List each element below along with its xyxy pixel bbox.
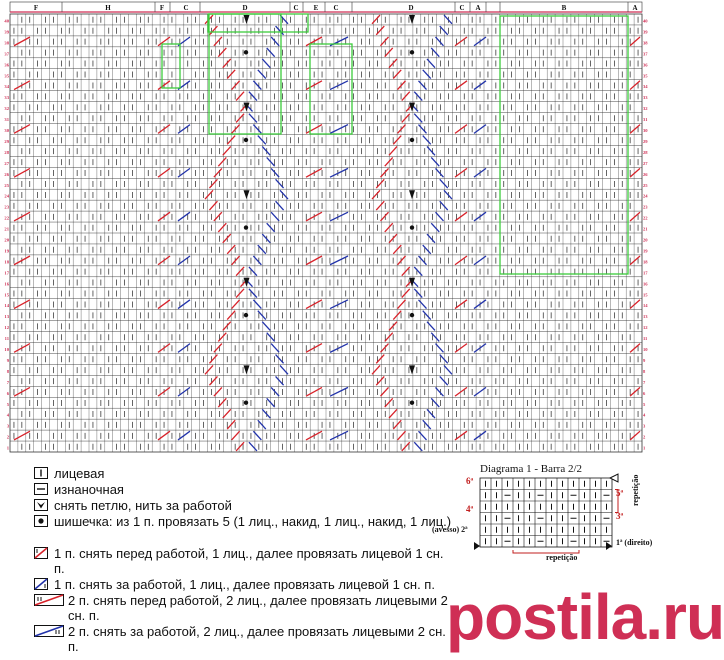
bobble: [410, 313, 414, 317]
row-number: 1: [643, 445, 646, 451]
row-number: 31: [4, 117, 9, 123]
section-label: E: [313, 4, 319, 12]
row-number: 14: [643, 303, 648, 309]
row-number: 10: [643, 347, 648, 353]
row-number: 8: [6, 368, 9, 374]
row-number: 6: [643, 390, 646, 396]
legend-item-cable: [34, 546, 454, 576]
legend-text: 2 п. снять за работой, 2 лиц., далее провязать лицевыми 2 сн. п.: [68, 624, 446, 654]
row-number: 11: [643, 336, 648, 342]
legend-text: 1 п. снять перед работой, 1 лиц., далее провязать лицевой 1 сн. п.: [54, 546, 444, 576]
row-number: 12: [643, 325, 648, 331]
row-number: 38: [4, 40, 9, 46]
row-number: 23: [643, 204, 648, 210]
row-number: 29: [643, 138, 648, 144]
watermark: postila.ru: [446, 581, 724, 653]
row-number: 36: [4, 62, 9, 68]
row-number: 18: [643, 259, 648, 265]
row-number: 20: [4, 237, 9, 243]
mini-diagram: [432, 472, 653, 562]
section-label: C: [293, 4, 299, 12]
row-number: 34: [643, 84, 648, 90]
section-label: B: [561, 4, 567, 12]
row-number: 2: [643, 434, 646, 440]
row-number: 5: [6, 401, 9, 407]
row-label: (avesso) 2ª: [432, 525, 468, 534]
row-number: 18: [4, 259, 9, 265]
cable-2-back-icon: [34, 625, 64, 637]
bobble: [410, 401, 414, 405]
section-label: H: [105, 4, 111, 12]
row-number: 15: [643, 292, 648, 298]
row-label: 1ª (direito): [616, 538, 653, 547]
row-number: 22: [643, 215, 648, 221]
row-number: 11: [4, 336, 9, 342]
legend-item-bobble: [34, 514, 454, 529]
cable-1-back-icon: [34, 578, 48, 590]
row-number: 9: [643, 357, 646, 363]
slip-stitch-icon: [34, 499, 48, 511]
legend-item-slip: [34, 498, 454, 513]
row-number: 12: [4, 325, 9, 331]
row-number: 40: [4, 18, 9, 24]
bobble: [244, 138, 248, 142]
row-number: 10: [4, 347, 9, 353]
row-label: 5ª: [616, 488, 624, 498]
section-label: C: [333, 4, 339, 12]
bobble: [410, 138, 414, 142]
legend-text: снять петлю, нить за работой: [54, 498, 232, 513]
row-number: 17: [643, 270, 648, 276]
cable-2-front-icon: [34, 594, 64, 606]
row-label: 4ª: [466, 504, 474, 514]
mini-diagram-grid: [480, 478, 618, 553]
bobble: [244, 225, 248, 229]
legend-item-cable: [34, 577, 454, 592]
row-number: 25: [643, 182, 648, 188]
row-number: 22: [4, 215, 9, 221]
row-number: 14: [4, 303, 9, 309]
legend-text: лицевая: [54, 466, 105, 481]
section-label: C: [459, 4, 465, 12]
row-label: 6ª: [466, 476, 474, 486]
legend-item-knit: [34, 466, 454, 481]
legend-text: 2 п. снять перед работой, 2 лиц., далее провязать лицевыми 2 сн. п.: [68, 593, 448, 623]
row-number: 30: [643, 128, 648, 134]
row-number: 3: [6, 423, 9, 429]
legend-text: изнаночная: [54, 482, 124, 497]
row-number: 32: [4, 106, 9, 112]
column-section-header: [10, 2, 642, 12]
row-number: 19: [4, 248, 9, 254]
row-number: 24: [643, 193, 648, 199]
row-number: 27: [643, 160, 648, 166]
row-number: 2: [6, 434, 9, 440]
knit-stitch-icon: [34, 467, 48, 479]
legend: [34, 466, 454, 655]
legend-text: шишечка: из 1 п. провязать 5 (1 лиц., накид, 1 лиц., накид, 1 лиц.): [54, 514, 452, 529]
row-number: 26: [643, 171, 648, 177]
row-number: 28: [4, 149, 9, 155]
bobble: [410, 225, 414, 229]
bobble: [244, 313, 248, 317]
row-number: 30: [4, 128, 9, 134]
section-label: D: [408, 4, 414, 12]
legend-item-cable: [34, 624, 454, 654]
repeat-side-label: repetição: [631, 474, 640, 506]
row-number: 27: [4, 160, 9, 166]
row-number: 39: [643, 29, 648, 35]
row-number: 7: [643, 379, 646, 385]
mini-diagram-title: Diagrama 1 - Barra 2/2: [480, 463, 583, 475]
row-number: 3: [643, 423, 646, 429]
row-number: 28: [643, 149, 648, 155]
bobble: [244, 50, 248, 54]
row-number: 17: [4, 270, 9, 276]
row-number: 7: [6, 379, 9, 385]
row-number: 35: [4, 73, 9, 79]
bobble: [410, 50, 414, 54]
row-number: 31: [643, 117, 648, 123]
row-number: 19: [643, 248, 648, 254]
row-number: 37: [4, 51, 9, 57]
row-number: 4: [6, 412, 9, 418]
row-number: 13: [643, 314, 648, 320]
section-label: D: [242, 4, 248, 12]
repeat-bottom-label: repetição: [546, 553, 578, 562]
row-number: 39: [4, 29, 9, 35]
row-number: 16: [643, 281, 648, 287]
row-number: 13: [4, 314, 9, 320]
row-number: 40: [643, 18, 648, 24]
row-number: 16: [4, 281, 9, 287]
row-number: 34: [4, 84, 9, 90]
row-number: 33: [4, 95, 9, 101]
row-number: 5: [643, 401, 646, 407]
legend-item-cable: [34, 593, 454, 623]
row-number: 26: [4, 171, 9, 177]
arrow-left-icon: [474, 542, 480, 550]
row-number: 37: [643, 51, 648, 57]
row-number: 1: [6, 445, 9, 451]
section-label: A: [632, 4, 638, 12]
cable-1-front-icon: [34, 547, 48, 559]
section-label: C: [183, 4, 189, 12]
purl-stitch-icon: [34, 483, 48, 495]
row-number: 15: [4, 292, 9, 298]
bobble: [244, 401, 248, 405]
row-number: 32: [643, 106, 648, 112]
row-number: 20: [643, 237, 648, 243]
row-number: 24: [4, 193, 9, 199]
row-number: 4: [643, 412, 646, 418]
section-label: F: [159, 4, 165, 12]
row-number: 35: [643, 73, 648, 79]
row-number: 29: [4, 138, 9, 144]
row-number: 36: [643, 62, 648, 68]
row-number: 33: [643, 95, 648, 101]
section-label: A: [475, 4, 481, 12]
row-number: 23: [4, 204, 9, 210]
section-label: F: [33, 4, 39, 12]
row-number: 38: [643, 40, 648, 46]
row-number: 8: [643, 368, 646, 374]
row-label: 3ª: [616, 511, 624, 521]
row-number: 9: [6, 357, 9, 363]
row-number: 6: [6, 390, 9, 396]
row-number: 21: [4, 226, 9, 232]
row-number: 21: [643, 226, 648, 232]
chart-grid: [10, 14, 642, 452]
legend-item-purl: [34, 482, 454, 497]
row-number: 25: [4, 182, 9, 188]
bobble-icon: [34, 515, 48, 527]
legend-text: 1 п. снять за работой, 1 лиц., далее провязать лицевой 1 сн. п.: [54, 577, 435, 592]
